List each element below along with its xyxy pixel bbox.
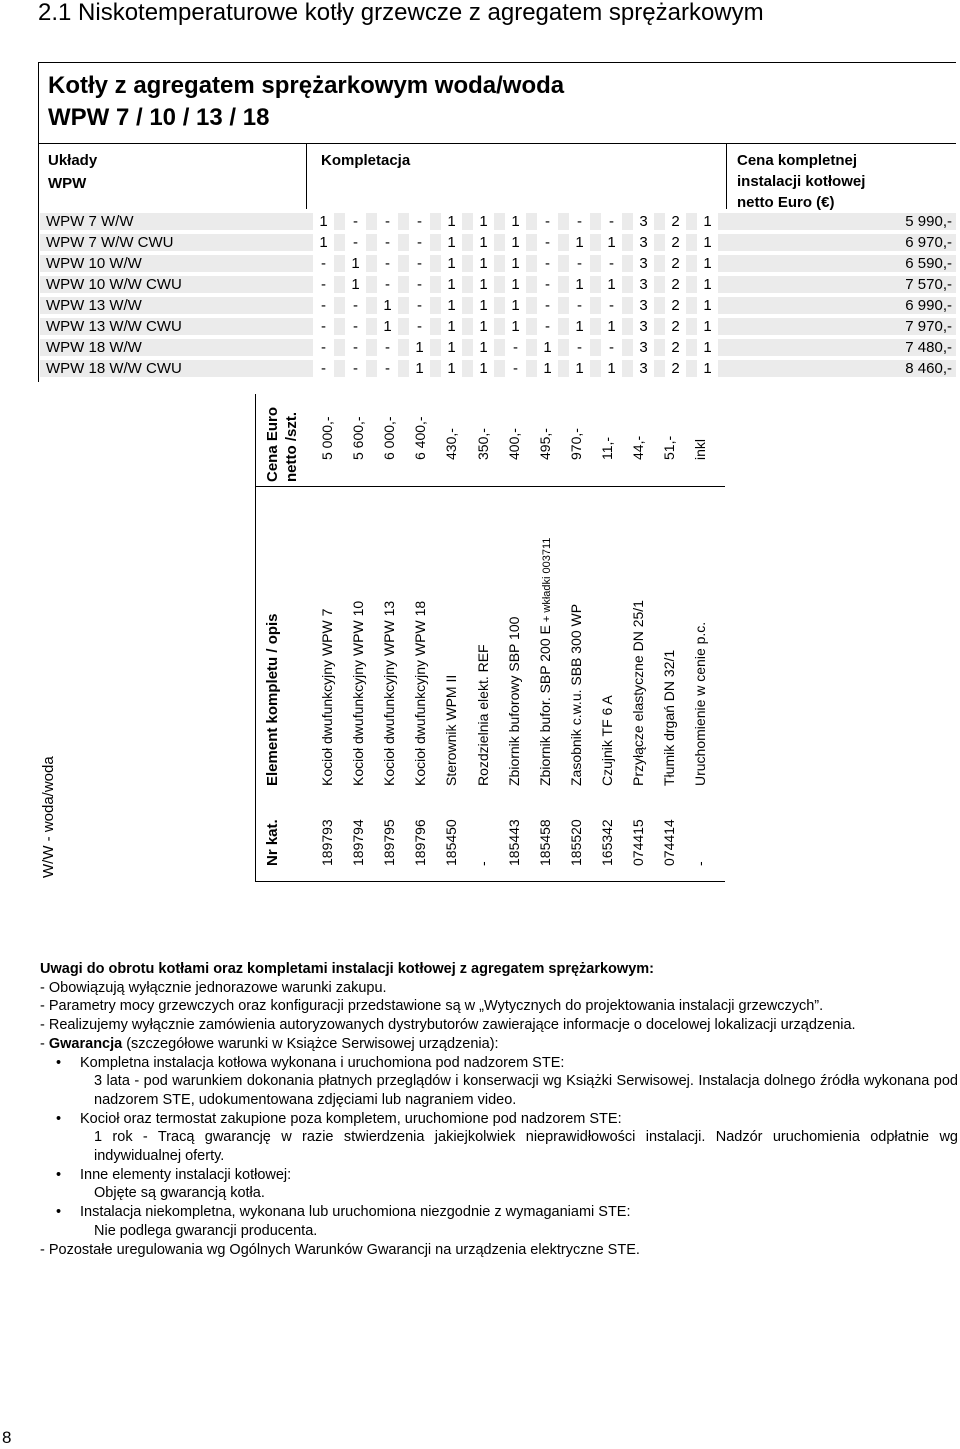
row-cell: -: [313, 360, 334, 377]
row-price: 8 460,-: [905, 360, 952, 377]
row-cell: 1: [569, 234, 590, 251]
components-bottom-rule: [255, 881, 725, 882]
component-desc: [691, 622, 709, 786]
row-price: 7 970,-: [905, 318, 952, 335]
header-netto-szt: netto /szt.: [283, 412, 300, 482]
component-price: 6 000,-: [381, 416, 398, 460]
bullet-icon: •: [56, 1054, 62, 1071]
component-desc: [567, 604, 585, 786]
bullet-text: Inne elementy instalacji kotłowej:: [80, 1166, 292, 1183]
row-cell: 2: [665, 276, 686, 293]
row-cell: 2: [665, 339, 686, 356]
component-desc: [629, 600, 647, 786]
note-item: - Obowiązują wyłącznie jednorazowe warunki zakupu.: [40, 979, 387, 996]
row-cell: -: [377, 276, 398, 293]
row-cell: 3: [633, 255, 654, 272]
note-item: - Parametry mocy grzewczych oraz konfiguracji przedstawione są w „Wytycznych do projektowania instalacji grzewczych”.: [40, 998, 824, 1015]
row-name: WPW 18 W/W CWU: [46, 360, 182, 377]
component-desc-text: Tłumik drgań DN 32/1: [661, 649, 678, 786]
table-row: [40, 253, 956, 274]
row-price: 6 970,-: [905, 234, 952, 251]
column-divider: [726, 143, 727, 209]
row-cell: -: [537, 318, 558, 335]
component-desc-text: Kocioł dwufunkcyjny WPW 18: [412, 600, 429, 786]
component-price: 44,-: [630, 435, 646, 460]
row-cell: -: [409, 276, 430, 293]
legend-woda: W/W - woda/woda: [40, 756, 57, 878]
section-heading: Kotły z agregatem sprężarkowym woda/woda: [48, 72, 565, 99]
row-cell: 1: [697, 213, 718, 230]
row-cell: 3: [633, 213, 654, 230]
header-cena-1: Cena kompletnej: [737, 152, 858, 169]
row-cell: -: [345, 339, 366, 356]
header-cena-3: netto Euro (€): [737, 194, 835, 211]
row-cell: -: [569, 339, 590, 356]
row-cell: -: [377, 213, 398, 230]
header-nr-kat: Nr kat.: [264, 819, 281, 866]
row-cell: 1: [697, 297, 718, 314]
row-cell: 1: [569, 276, 590, 293]
row-cell: 1: [569, 360, 590, 377]
row-cell: -: [313, 276, 334, 293]
note-item-gwarancja: [40, 1035, 958, 1054]
row-cell: -: [377, 255, 398, 272]
component-price: 430,-: [443, 428, 460, 460]
row-cell: 1: [601, 360, 622, 377]
row-cell: -: [601, 339, 622, 356]
row-cell: 1: [441, 255, 462, 272]
bullet-text: Kompletna instalacja kotłowa wykonana i uruchomiona pod nadzorem STE:: [80, 1054, 565, 1071]
row-cell: 1: [601, 234, 622, 251]
component-desc: [474, 644, 492, 786]
row-cell: -: [345, 297, 366, 314]
row-price: 6 590,-: [905, 255, 952, 272]
component-desc-text: Czujnik TF 6 A: [598, 695, 615, 786]
row-cell: 2: [665, 318, 686, 335]
bullet-subtext: 1 rok - Tracą gwarancję w razie stwierdzenia jakiejkolwiek nieprawidłowości instalacji. Nadzór uruchomienia odpłatnie wg indywidualnej oferty.: [94, 1129, 958, 1165]
row-cell: 2: [665, 234, 686, 251]
bullet-text: Kocioł oraz termostat zakupione poza kompletem, uruchomione pod nadzorem STE:: [80, 1110, 622, 1127]
row-name: WPW 18 W/W: [46, 339, 142, 356]
notes-title: Uwagi do obrotu kotłami oraz kompletami instalacji kotłowej z agregatem sprężarkowym:: [40, 961, 654, 977]
bullet-subtext: 3 lata - pod warunkiem dokonania płatnych przeglądów i konserwacji wg Książki Serwisowej. Instalacja dolnego źródła wykonana pod nadzorem STE, udokumentowana zdjęciami lub nagraniem video.: [94, 1073, 958, 1108]
component-price: 5 600,-: [350, 416, 367, 460]
notes-section: [40, 960, 958, 1259]
component-desc: [505, 617, 523, 786]
note-bold: Gwarancja: [48, 1035, 123, 1052]
row-cell: 1: [569, 318, 590, 335]
bullet-text: Instalacja niekompletna, wykonana lub uruchomiona niezgodnie z wymaganiami STE:: [80, 1204, 631, 1221]
row-cell: 1: [313, 213, 334, 230]
row-cell: 1: [537, 339, 558, 356]
row-band: [40, 339, 956, 356]
component-price: 350,-: [474, 428, 491, 460]
row-cell: -: [601, 255, 622, 272]
row-price: 7 480,-: [905, 339, 952, 356]
row-cell: 1: [505, 234, 526, 251]
component-price: 400,-: [505, 428, 522, 460]
section-subheading: WPW 7 / 10 / 13 / 18: [48, 104, 270, 131]
component-nr: -: [474, 861, 491, 866]
component-desc-text: Zasobnik c.w.u. SBB 300 WP: [567, 603, 584, 786]
bullet-icon: •: [56, 1204, 62, 1221]
component-price: 495,-: [536, 428, 553, 460]
component-price: 5 000,-: [319, 416, 335, 460]
row-cell: -: [601, 297, 622, 314]
table-row: [40, 232, 956, 253]
row-band: [40, 297, 956, 314]
configuration-table: [40, 211, 956, 379]
table-row: [40, 295, 956, 316]
row-cell: -: [537, 276, 558, 293]
component-nr: -: [692, 861, 709, 866]
component-price: 6 400,-: [412, 416, 429, 460]
row-cell: -: [377, 360, 398, 377]
row-cell: 1: [505, 213, 526, 230]
row-cell: 3: [633, 297, 654, 314]
row-price: 7 570,-: [905, 276, 952, 293]
components-mid-rule: [255, 486, 725, 487]
row-cell: 1: [473, 213, 494, 230]
header-uklady: Układy: [48, 152, 98, 169]
row-cell: 1: [697, 276, 718, 293]
component-price: inkl: [692, 438, 709, 460]
row-cell: -: [505, 360, 526, 377]
page-title: 2.1 Niskotemperaturowe kotły grzewcze z agregatem sprężarkowym: [38, 0, 764, 26]
top-rule: [38, 62, 956, 63]
component-nr: 074414: [661, 819, 678, 866]
component-desc-text: Zbiornik bufor. SBP 200 E: [536, 625, 553, 786]
row-cell: -: [537, 255, 558, 272]
row-cell: 1: [505, 255, 526, 272]
row-cell: -: [409, 234, 430, 251]
row-cell: 1: [473, 297, 494, 314]
component-desc: [660, 650, 678, 786]
row-cell: -: [313, 339, 334, 356]
component-nr: 189795: [381, 819, 398, 866]
component-price: 51,-: [661, 435, 678, 460]
row-cell: 1: [697, 255, 718, 272]
row-cell: -: [377, 234, 398, 251]
row-cell: 1: [377, 297, 398, 314]
component-nr: 185520: [567, 819, 584, 866]
row-cell: 1: [505, 297, 526, 314]
component-nr: 189794: [350, 819, 367, 866]
note-item: - Realizujemy wyłącznie zamówienia autoryzowanych dystrybutorów zawierające informacje o docelowej lokalizacji urządzenia.: [40, 1017, 856, 1034]
row-cell: 1: [441, 297, 462, 314]
header-cena-euro: Cena Euro: [264, 406, 281, 482]
row-cell: 1: [473, 276, 494, 293]
row-cell: 2: [665, 255, 686, 272]
table-row: [40, 211, 956, 232]
row-price: 5 990,-: [905, 213, 952, 230]
note-dash: -: [40, 1035, 49, 1052]
table-row: [40, 337, 956, 358]
bullet-item: [40, 1054, 958, 1073]
left-rule: [38, 62, 39, 382]
component-nr: 074415: [630, 819, 646, 866]
component-price: 970,-: [567, 428, 584, 460]
row-cell: 1: [601, 276, 622, 293]
component-desc-text: Rozdzielnia elekt. REF: [474, 644, 491, 786]
row-cell: 3: [633, 234, 654, 251]
note-item: - Pozostałe uregulowania wg Ogólnych Warunków Gwarancji na urządzenia elektryczne STE.: [40, 1241, 640, 1258]
component-desc: [536, 538, 556, 786]
row-cell: -: [505, 339, 526, 356]
row-cell: 1: [473, 234, 494, 251]
row-cell: 1: [697, 234, 718, 251]
row-cell: -: [345, 213, 366, 230]
row-cell: 1: [505, 318, 526, 335]
components-left-rule: [255, 394, 256, 881]
bullet-icon: •: [56, 1166, 62, 1183]
note-rest: (szczegółowe warunki w Książce Serwisowej urządzenia):: [122, 1035, 499, 1052]
component-desc: [380, 601, 398, 786]
row-cell: 2: [665, 213, 686, 230]
row-cell: 3: [633, 360, 654, 377]
row-cell: 2: [665, 297, 686, 314]
row-cell: -: [313, 255, 334, 272]
component-desc: [318, 609, 336, 786]
component-desc-text: Zbiornik buforowy SBP 100: [505, 616, 522, 786]
header-rule: [38, 143, 956, 144]
column-divider: [306, 143, 307, 209]
row-name: WPW 13 W/W: [46, 297, 142, 314]
row-cell: 1: [409, 339, 430, 356]
component-desc: [598, 695, 616, 786]
row-cell: 1: [441, 276, 462, 293]
row-cell: -: [313, 297, 334, 314]
row-cell: 1: [409, 360, 430, 377]
row-cell: -: [345, 318, 366, 335]
row-band: [40, 255, 956, 272]
row-cell: -: [409, 297, 430, 314]
component-nr: 185450: [443, 819, 460, 866]
row-cell: 1: [473, 255, 494, 272]
row-cell: 1: [345, 255, 366, 272]
component-desc-note: + wkładki 003711: [540, 537, 553, 626]
component-desc-text: Sterownik WPM II: [443, 674, 460, 786]
row-cell: -: [345, 234, 366, 251]
bullet-icon: •: [56, 1110, 62, 1127]
row-cell: 1: [441, 360, 462, 377]
component-desc-text: Kocioł dwufunkcyjny WPW 10: [350, 600, 367, 786]
row-cell: 1: [473, 339, 494, 356]
table-row: [40, 316, 956, 337]
row-cell: 1: [537, 360, 558, 377]
bullet-item: [40, 1110, 958, 1129]
row-cell: 1: [313, 234, 334, 251]
bullet-subtext: Nie podlega gwarancji producenta.: [94, 1222, 318, 1239]
row-cell: 1: [473, 318, 494, 335]
header-cena-2: instalacji kotłowej: [737, 173, 866, 190]
component-nr: 189793: [319, 819, 335, 866]
row-band: [40, 234, 956, 251]
row-cell: -: [569, 297, 590, 314]
row-cell: 3: [633, 339, 654, 356]
component-nr: 189796: [412, 819, 429, 866]
row-cell: 1: [441, 339, 462, 356]
component-price: 11,-: [598, 436, 615, 460]
row-name: WPW 7 W/W CWU: [46, 234, 174, 251]
component-desc: [442, 675, 460, 786]
row-cell: 3: [633, 276, 654, 293]
row-cell: 1: [441, 318, 462, 335]
row-cell: 3: [633, 318, 654, 335]
row-cell: -: [569, 255, 590, 272]
row-cell: 1: [473, 360, 494, 377]
component-desc-text: Uruchomienie w cenie p.c.: [692, 621, 709, 786]
component-nr: 165342: [598, 819, 615, 866]
row-price: 6 990,-: [905, 297, 952, 314]
row-cell: -: [409, 255, 430, 272]
row-cell: 1: [377, 318, 398, 335]
row-cell: 1: [345, 276, 366, 293]
bullet-subtext: Objęte są gwarancją kotła.: [94, 1185, 265, 1202]
row-cell: -: [409, 318, 430, 335]
row-name: WPW 13 W/W CWU: [46, 318, 182, 335]
component-desc: [411, 601, 429, 786]
component-nr: 185443: [505, 819, 522, 866]
row-cell: 1: [697, 360, 718, 377]
header-kompletacja: Kompletacja: [321, 152, 411, 169]
row-cell: -: [537, 213, 558, 230]
row-cell: -: [601, 213, 622, 230]
row-cell: -: [377, 339, 398, 356]
component-desc-text: Kocioł dwufunkcyjny WPW 13: [381, 600, 398, 786]
row-name: WPW 10 W/W CWU: [46, 276, 182, 293]
bullet-item: [40, 1203, 958, 1222]
component-desc-text: Kocioł dwufunkcyjny WPW 7: [319, 608, 335, 786]
row-cell: 1: [697, 339, 718, 356]
row-cell: -: [537, 234, 558, 251]
row-cell: 1: [505, 276, 526, 293]
row-band: [40, 213, 956, 230]
row-cell: -: [569, 213, 590, 230]
header-wpw: WPW: [48, 175, 87, 192]
row-cell: 1: [441, 234, 462, 251]
row-cell: 2: [665, 360, 686, 377]
header-element: Element kompletu / opis: [264, 613, 281, 786]
component-desc-text: Przyłącze elastyczne DN 25/1: [630, 600, 646, 786]
row-name: WPW 10 W/W: [46, 255, 142, 272]
row-cell: 1: [601, 318, 622, 335]
row-cell: -: [409, 213, 430, 230]
table-row: [40, 358, 956, 379]
row-cell: -: [313, 318, 334, 335]
component-nr: 185458: [536, 819, 553, 866]
table-row: [40, 274, 956, 295]
row-name: WPW 7 W/W: [46, 213, 134, 230]
row-cell: -: [345, 360, 366, 377]
page-number: 8: [2, 1428, 12, 1447]
row-cell: -: [537, 297, 558, 314]
row-cell: 1: [441, 213, 462, 230]
row-cell: 1: [697, 318, 718, 335]
component-desc: [349, 601, 367, 786]
bullet-item: [40, 1166, 958, 1185]
